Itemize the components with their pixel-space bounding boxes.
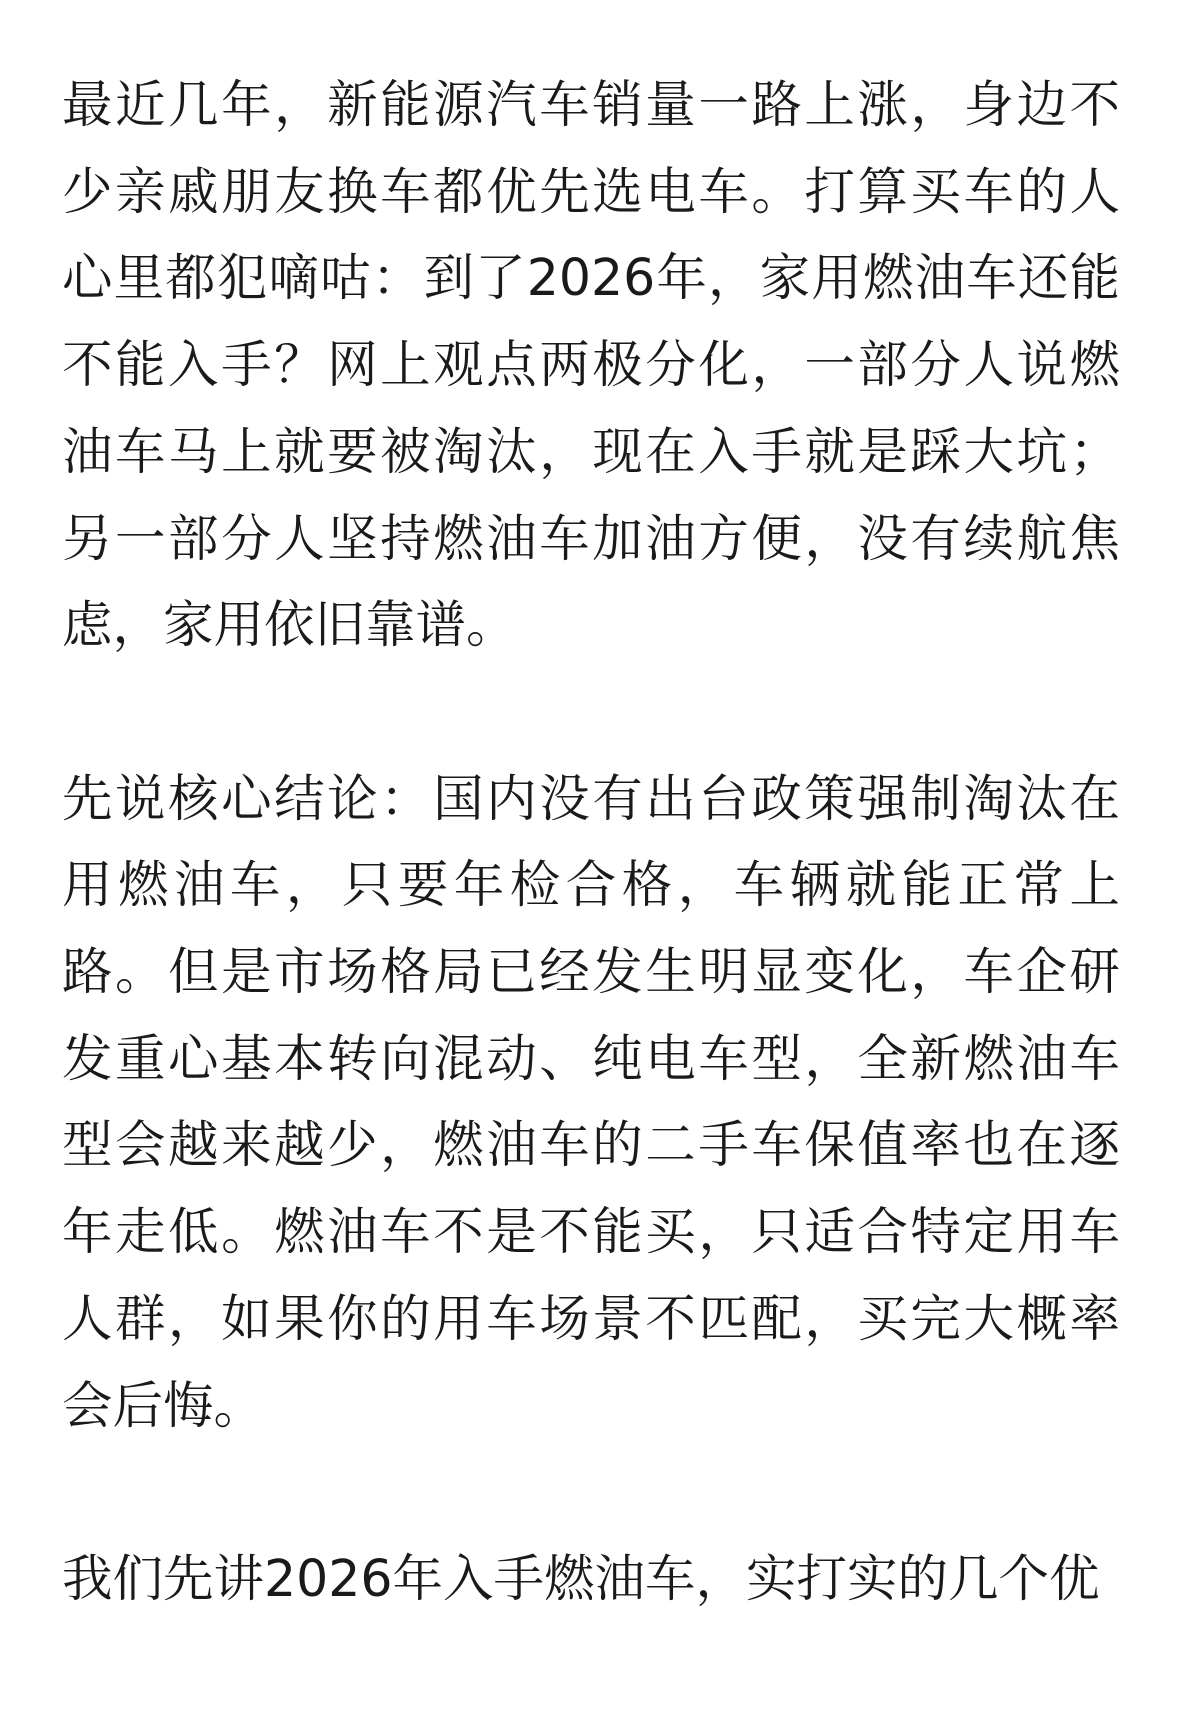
paragraph-intro: 最近几年，新能源汽车销量一路上涨，身边不少亲戚朋友换车都优先选电车。打算买车的人心里都犯嘀咕：到了2026年，家用燃油车还能不能入手？网上观点两极分化，一部分人说燃油车马上就要被淘汰，现在入手就是踩大坑；另一部分人坚持燃油车加油方便，没有续航焦虑，家用依旧靠谱。 — [62, 75, 1120, 655]
paragraph-advantages: 我们先讲2026年入手燃油车，实打实的几个优 — [62, 1548, 1100, 1608]
paragraph-conclusion: 先说核心结论：国内没有出台政策强制淘汰在用燃油车，只要年检合格，车辆就能正常上路。但是市场格局已经发生明显变化，车企研发重心基本转向混动、纯电车型，全新燃油车型会越来越少，燃油车的二手车保值率也在逐年走低。燃油车不是不能买，只适合特定用车人群，如果你的用车场景不匹配，买完大概率会后悔。 — [62, 768, 1120, 1435]
article-body — [62, 62, 1120, 1709]
